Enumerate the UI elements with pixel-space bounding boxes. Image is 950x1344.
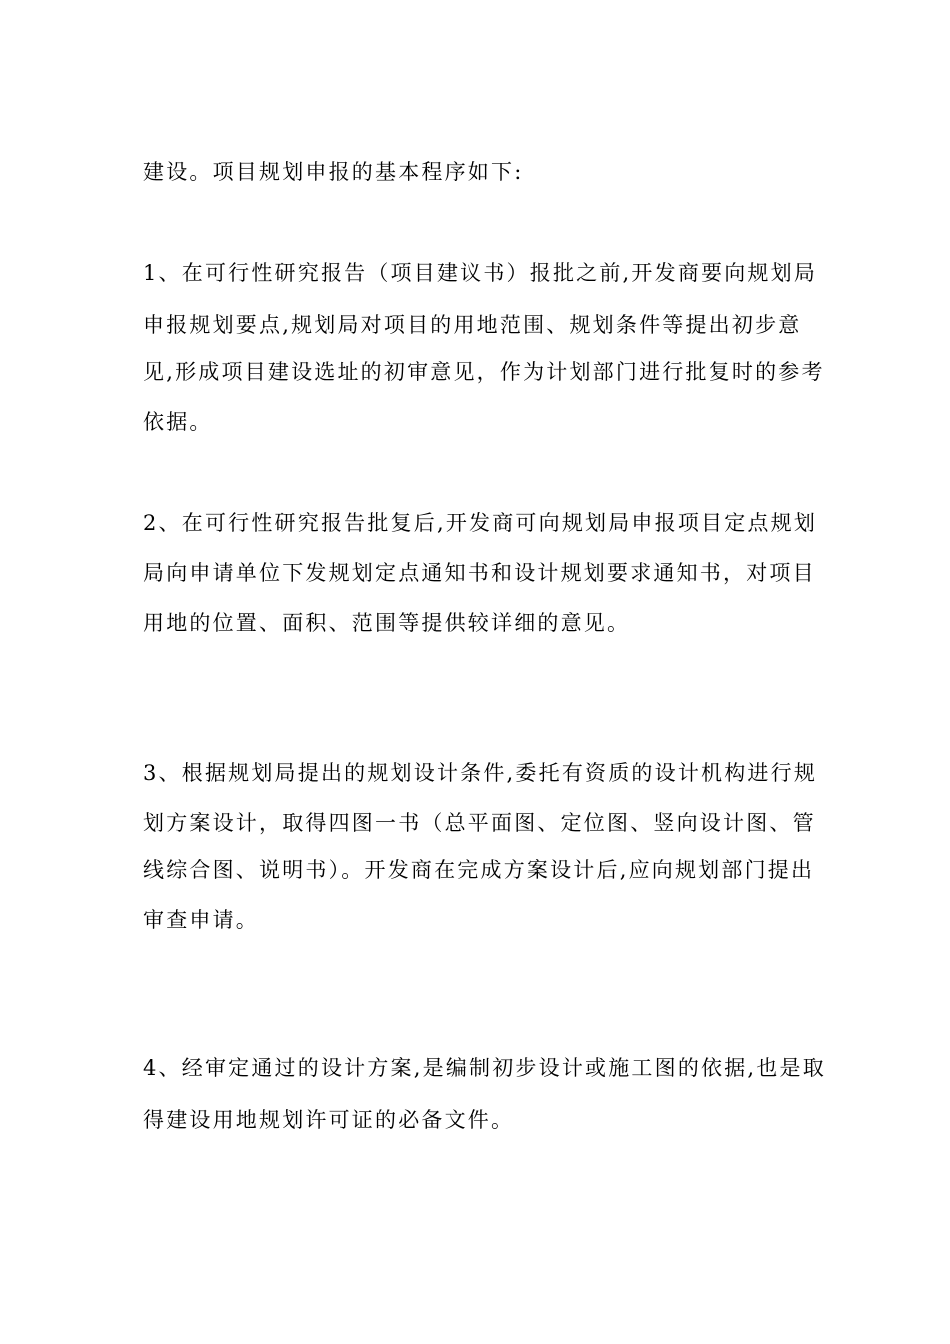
paragraph-line: 审查申请。 xyxy=(143,908,259,932)
intro-line: 建设。项目规划申报的基本程序如下: xyxy=(143,160,524,184)
paragraph-line: 1、在可行性研究报告（项目建议书）报批之前,开发商要向规划局 xyxy=(143,261,818,285)
paragraph-line: 见,形成项目建设选址的初审意见，作为计划部门进行批复时的参考 xyxy=(143,360,825,384)
paragraph-line: 划方案设计，取得四图一书（总平面图、定位图、竖向设计图、管 xyxy=(143,811,816,835)
paragraph-line: 局向申请单位下发规划定点通知书和设计规划要求通知书，对项目 xyxy=(143,561,816,585)
paragraph-line: 申报规划要点,规划局对项目的用地范围、规划条件等提出初步意 xyxy=(143,313,802,337)
paragraph-line: 得建设用地规划许可证的必备文件。 xyxy=(143,1108,515,1132)
paragraph-line: 依据。 xyxy=(143,410,213,434)
paragraph-line: 2、在可行性研究报告批复后,开发商可向规划局申报项目定点规划 xyxy=(143,511,818,535)
paragraph-line: 线综合图、说明书）。开发商在完成方案设计后,应向规划部门提出 xyxy=(143,858,815,882)
paragraph-line: 用地的位置、面积、范围等提供较详细的意见。 xyxy=(143,611,631,635)
paragraph-line: 4、经审定通过的设计方案,是编制初步设计或施工图的依据,也是取 xyxy=(143,1056,826,1080)
paragraph-line: 3、根据规划局提出的规划设计条件,委托有资质的设计机构进行规 xyxy=(143,761,818,785)
